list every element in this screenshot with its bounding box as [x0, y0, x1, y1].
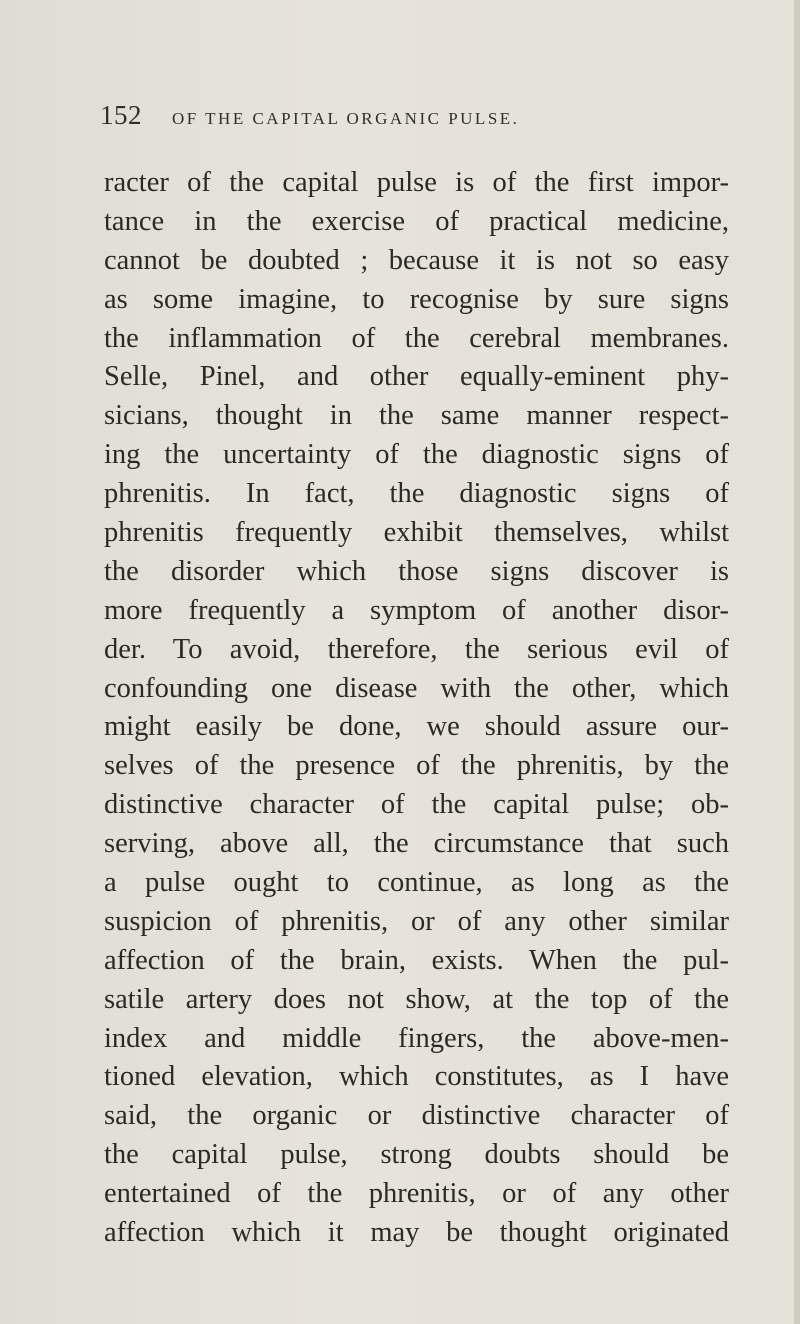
text-line: the capital pulse, strong doubts should be [104, 1139, 729, 1171]
text-line: cannot be doubted ; because it is not so easy [104, 244, 729, 276]
text-line: phrenitis frequently exhibit themselves, whilst [104, 517, 729, 549]
text-line: der. To avoid, therefore, the serious evil of [104, 633, 729, 665]
text-line: a pulse ought to continue, as long as the [104, 867, 729, 899]
text-line: the disorder which those signs discover is [104, 555, 729, 587]
text-line: said, the organic or distinctive character of [104, 1100, 729, 1132]
text-line: racter of the capital pulse is of the first impor- [104, 167, 729, 198]
text-line: serving, above all, the circumstance that such [104, 828, 729, 860]
text-line: index and middle fingers, the above-men- [104, 1022, 729, 1054]
running-head [100, 100, 720, 131]
text-line: selves of the presence of the phrenitis, by the [104, 750, 729, 782]
text-line: phrenitis. In fact, the diagnostic signs of [104, 478, 729, 510]
text-line: might easily be done, we should assure our- [104, 711, 729, 743]
text-line: confounding one disease with the other, which [104, 672, 729, 704]
body-text [104, 164, 729, 1253]
text-line: ing the uncertainty of the diagnostic signs of [104, 439, 729, 471]
text-line: entertained of the phrenitis, or of any other [104, 1178, 729, 1210]
text-line: tance in the exercise of practical medicine, [104, 205, 729, 237]
text-line: affection of the brain, exists. When the pul- [104, 944, 729, 976]
text-line: as some imagine, to recognise by sure signs [104, 283, 729, 315]
text-line: satile artery does not show, at the top of the [104, 983, 729, 1015]
text-line: the inflammation of the cerebral membranes. [104, 322, 729, 354]
text-line: more frequently a symptom of another disor- [104, 594, 729, 626]
text-line: affection which it may be thought originated [104, 1217, 729, 1249]
page-edge [794, 0, 800, 1324]
text-line: suspicion of phrenitis, or of any other similar [104, 905, 729, 937]
text-line: sicians, thought in the same manner respect- [104, 400, 729, 432]
text-line: tioned elevation, which constitutes, as I have [104, 1061, 729, 1093]
running-title: OF THE CAPITAL ORGANIC PULSE. [172, 109, 520, 128]
text-line: distinctive character of the capital pulse; ob- [104, 789, 729, 821]
text-line: Selle, Pinel, and other equally-eminent phy- [104, 361, 729, 393]
page-number: 152 [100, 100, 142, 130]
